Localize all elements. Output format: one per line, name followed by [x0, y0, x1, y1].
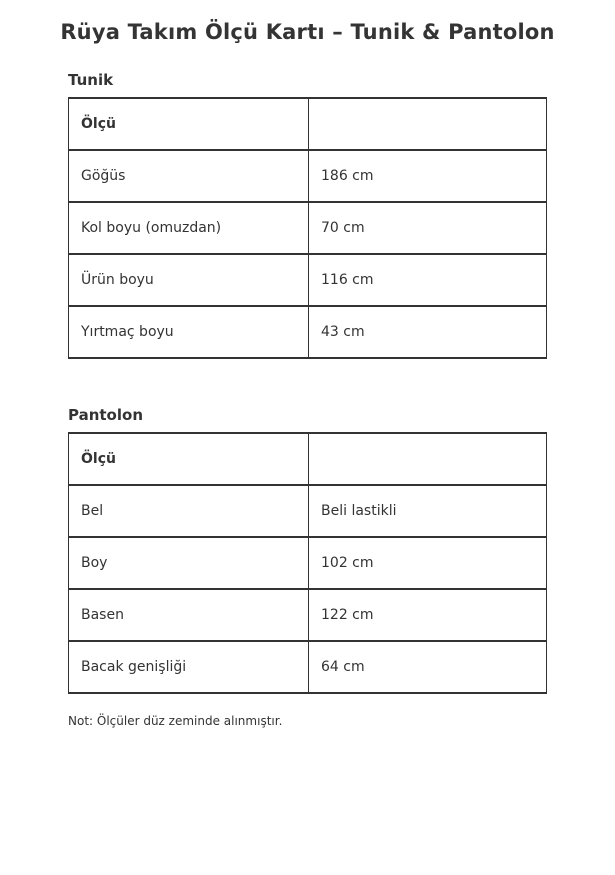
measure-name-cell: Basen — [69, 589, 309, 641]
pantolon-measurement-table — [68, 432, 547, 694]
measure-value-cell: Beli lastikli — [309, 485, 547, 537]
measure-name-cell: Ürün boyu — [69, 254, 309, 306]
table-row — [69, 537, 547, 589]
section-heading-pantolon: Pantolon — [68, 406, 143, 424]
measure-value-cell: 70 cm — [309, 202, 547, 254]
table-row — [69, 254, 547, 306]
measure-name-cell: Göğüs — [69, 150, 309, 202]
measure-value-cell: 186 cm — [309, 150, 547, 202]
measure-value-cell: 43 cm — [309, 306, 547, 358]
measure-name-cell: Kol boyu (omuzdan) — [69, 202, 309, 254]
table-row — [69, 641, 547, 693]
table-row — [69, 589, 547, 641]
measure-name-cell: Bacak genişliği — [69, 641, 309, 693]
measure-value-cell: 122 cm — [309, 589, 547, 641]
value-column-header — [309, 98, 547, 150]
measure-name-cell: Boy — [69, 537, 309, 589]
table-row — [69, 150, 547, 202]
table-row — [69, 485, 547, 537]
measure-value-cell: 116 cm — [309, 254, 547, 306]
measure-name-cell: Bel — [69, 485, 309, 537]
tunik-measurement-table — [68, 97, 547, 359]
value-column-header — [309, 433, 547, 485]
measure-column-header: Ölçü — [69, 98, 309, 150]
page-title: Rüya Takım Ölçü Kartı – Tunik & Pantolon — [60, 20, 555, 44]
measure-column-header: Ölçü — [69, 433, 309, 485]
section-heading-tunik: Tunik — [68, 71, 114, 89]
table-row — [69, 306, 547, 358]
table-header-row — [69, 98, 547, 150]
measure-value-cell: 102 cm — [309, 537, 547, 589]
measure-value-cell: 64 cm — [309, 641, 547, 693]
table-header-row — [69, 433, 547, 485]
table-row — [69, 202, 547, 254]
content-area — [68, 71, 546, 728]
measure-name-cell: Yırtmaç boyu — [69, 306, 309, 358]
footnote: Not: Ölçüler düz zeminde alınmıştır. — [68, 714, 283, 728]
